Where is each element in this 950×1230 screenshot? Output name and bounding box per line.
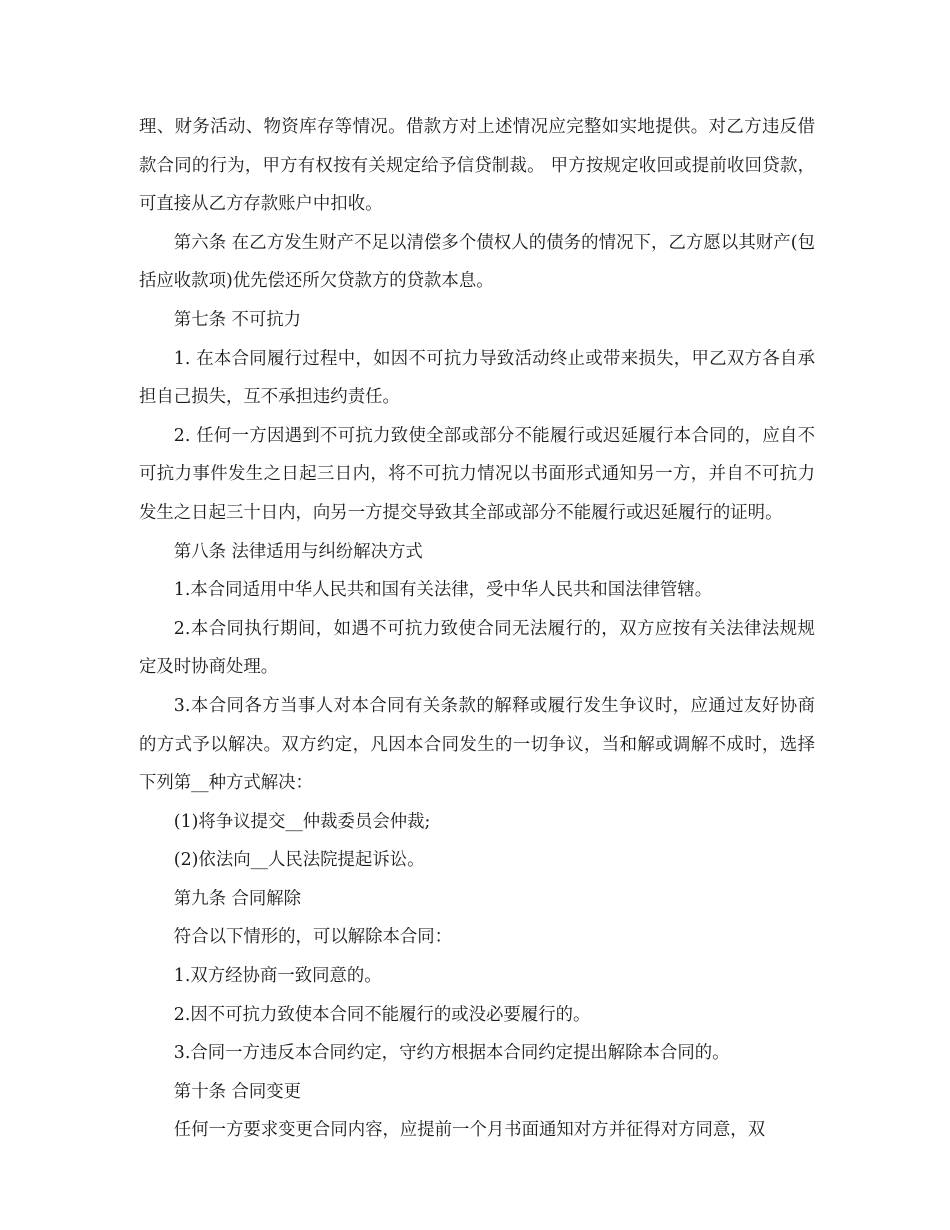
paragraph-article-9-item-2: 2.因不可抗力致使本合同不能履行的或没必要履行的。 [173,1004,591,1025]
heading-article-10: 第十条 合同变更 [173,1081,302,1102]
document-body [139,108,815,1150]
paragraph-article-8-item-2: 2.本合同执行期间，如遇不可抗力致使合同无法履行的，双方应按有关法律法规规定及时协商处理。 [139,618,815,678]
heading-article-9: 第九条 合同解除 [173,888,302,909]
paragraph-article-6: 第六条 在乙方发生财产不足以清偿多个债权人的债务的情况下，乙方愿以其财产(包括应收款项)优先偿还所欠贷款方的贷款本息。 [139,232,815,292]
heading-article-7: 第七条 不可抗力 [173,309,302,330]
paragraph-article-8-item-1: 1.本合同适用中华人民共和国有关法律，受中华人民共和国法律管辖。 [173,580,713,601]
paragraph-article-8-item-3: 3.本合同各方当事人对本合同有关条款的解释或履行发生争议时，应通过友好协商的方式予以解决。双方约定，凡因本合同发生的一切争议，当和解或调解不成时，选择下列第__种方式解决： [139,695,815,794]
paragraph-article-9-item-1: 1.双方经协商一致同意的。 [173,966,382,987]
paragraph-article-10-text: 任何一方要求变更合同内容，应提前一个月书面通知对方并征得对方同意，双 [173,1120,766,1141]
paragraph-option-2: (2)依法向__人民法院提起诉讼。 [173,850,425,871]
paragraph-continued-clause: 理、财务活动、物资库存等情况。借款方对上述情况应完整如实地提供。对乙方违反借款合同的行为，甲方有权按有关规定给予信贷制裁。 甲方按规定收回或提前收回贷款，可直接从乙方存款账户中扣收。 [139,117,815,215]
paragraph-article-9-intro: 符合以下情形的，可以解除本合同： [173,927,453,948]
heading-article-8: 第八条 法律适用与纠纷解决方式 [173,541,423,562]
paragraph-article-7-item-2: 2. 任何一方因遇到不可抗力致使全部或部分不能履行或迟延履行本合同的，应自不可抗力事件发生之日起三日内，将不可抗力情况以书面形式通知另一方，并自不可抗力发生之日起三十日内，向另一方提交导致其全部或部分不能履行或迟延履行的证明。 [139,425,815,523]
paragraph-article-7-item-1: 1. 在本合同履行过程中，如因不可抗力导致活动终止或带来损失，甲乙双方各自承担自己损失，互不承担违约责任。 [139,348,815,408]
paragraph-option-1: (1)将争议提交__仲裁委员会仲裁; [173,811,431,832]
paragraph-article-9-item-3: 3.合同一方违反本合同约定，守约方根据本合同约定提出解除本合同的。 [173,1043,730,1064]
